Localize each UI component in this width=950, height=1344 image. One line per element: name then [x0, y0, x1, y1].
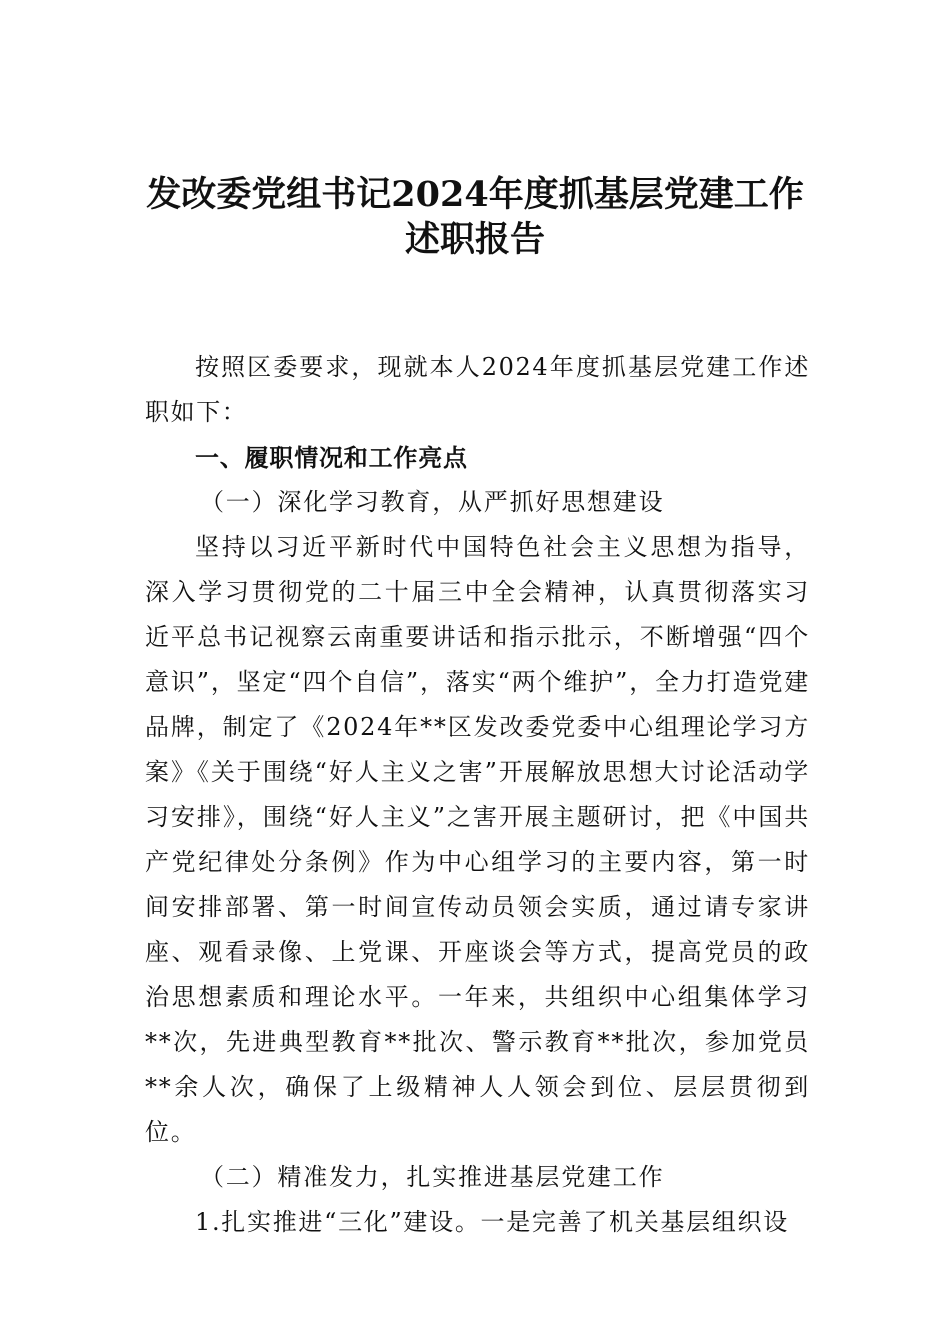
subsection-heading-1: （一）深化学习教育，从严抓好思想建设: [200, 488, 665, 516]
document-title-line-1: 发改委党组书记2024年度抓基层党建工作: [146, 174, 804, 215]
document-body: [145, 345, 810, 1245]
subsection-1-paragraph: 坚持以习近平新时代中国特色社会主义思想为指导，深入学习贯彻党的二十届三中全会精神，认真贯彻落实习近平总书记视察云南重要讲话和指示批示，不断增强“四个意识”，坚定“四个自信”，落实“两个维护”，全力打造党建品牌，制定了《2024年**区发改委党委中心组理论学习方案》《关于围绕“好人主义之害”开展解放思想大讨论活动学习安排》，围绕“好人主义”之害开展主题研讨，把《中国共产党纪律处分条例》作为中心组学习的主要内容，第一时间安排部署、第一时间宣传动员领会实质，通过请专家讲座、观看录像、上党课、开座谈会等方式，提高党员的政治思想素质和理论水平。一年来，共组织中心组集体学习**次，先进典型教育**批次、警示教育**批次，参加党员**余人次，确保了上级精神人人领会到位、层层贯彻到位。: [145, 533, 810, 1146]
subsection-2-item-1: 1.扎实推进“三化”建设。一是完善了机关基层组织设: [195, 1208, 789, 1236]
section-heading-1: 一、履职情况和工作亮点: [195, 443, 468, 472]
subsection-heading-2: （二）精准发力，扎实推进基层党建工作: [200, 1163, 665, 1191]
intro-paragraph: 按照区委要求，现就本人2024年度抓基层党建工作述职如下：: [145, 353, 810, 426]
document-title-line-2: 述职报告: [404, 219, 545, 260]
